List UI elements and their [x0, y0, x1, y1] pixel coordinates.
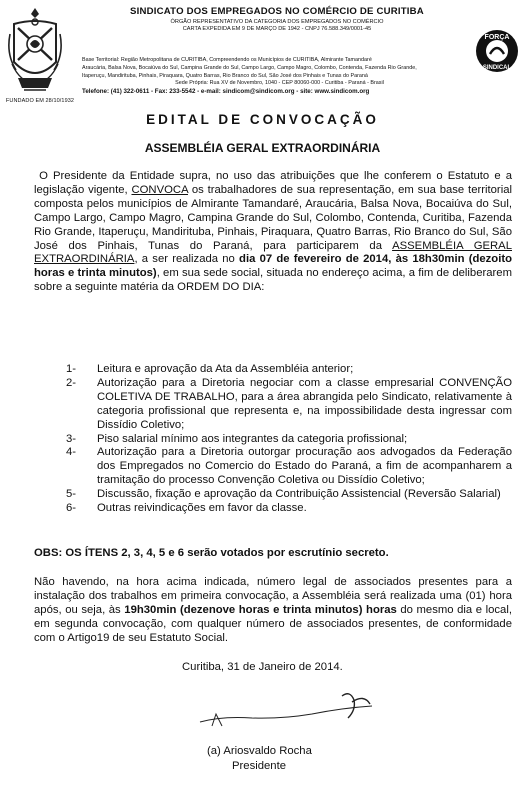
- agenda-item: [66, 363, 512, 377]
- agenda-item: [66, 377, 512, 433]
- document-title: EDITAL DE CONVOCAÇÃO: [146, 112, 379, 127]
- org-info: [82, 57, 477, 96]
- territory-line: Araucária, Balsa Nova, Bocaiúva do Sul, Campina Grande do Sul, Campo Largo, Campo Magro, Colombo, Contenda, Fazenda Rio Grande,: [82, 64, 417, 71]
- signer-role: Presidente: [232, 760, 287, 772]
- org-subtitle: [82, 19, 472, 33]
- second-call-time: 19h30min (dezenove horas e trinta minutos) horas: [124, 603, 397, 616]
- assembly-name: ASSEMBLÉIA GERAL EXTRAORDINÁRIA: [34, 239, 512, 266]
- agenda-item: [66, 502, 512, 516]
- handwritten-signature: [192, 688, 392, 730]
- org-subtitle-line: CARTA EXPEDIDA EM 9 DE MARÇO DE 1942 - CNPJ 76.588.349/0001-45: [182, 26, 372, 32]
- agenda-item-text: Piso salarial mínimo aos integrantes da categoria profissional;: [97, 432, 408, 445]
- date-line: Curitiba, 31 de Janeiro de 2014.: [182, 661, 343, 673]
- agenda-item-text: Discussão, fixação e aprovação da Contribuição Assistencial (Reversão Salarial): [97, 488, 501, 501]
- badge-top-text: FORÇA: [484, 34, 510, 41]
- signer-name: (a) Ariosvaldo Rocha: [207, 745, 312, 757]
- agenda-item: [66, 433, 512, 447]
- agenda-item-text: Leitura e aprovação da Ata da Assembléia anterior;: [97, 363, 354, 375]
- agenda-item-number: 2-: [66, 376, 77, 389]
- territory-line: Itaperuçu, Mandirituba, Pinhais, Piraquara, Quatro Barras, Rio Branco do Sul, São José dos Pinhais e Tunas do Paraná: [82, 72, 368, 79]
- founded-date: FUNDADO EM 28/10/1932: [5, 98, 75, 104]
- agenda-item-number: 4-: [66, 446, 77, 459]
- obs-note: OBS: OS ÍTENS 2, 3, 4, 5 e 6 serão votados por escrutínio secreto.: [34, 547, 389, 559]
- intro-text: os trabalhadores de sua representação, em sua base territorial composta pelos municípios de Almirante Tamandaré, Araucária, Balsa Nova, Bocaiúva do Sul, Campo Largo, Campo Magro, Campina Grande do Sul, Colombo, Contenda, Curitiba, Fazenda Rio Grande, Itaperuçu, Mandirituba, Pinhais, Piraquara, Quatro Barras, Rio Branco do Sul, São José dos Pinhais, Tunas do Paraná, para participarem da: [34, 183, 512, 252]
- union-crest-logo: [6, 4, 64, 100]
- badge-bottom-text: SINDICAL: [482, 65, 512, 71]
- intro-paragraph: [34, 170, 512, 295]
- agenda-item-text: Autorização para a Diretoria negociar com a classe empresarial CONVENÇÃO COLETIVA DE TRABALHO, para a área abrangida pelo Sindicato, relativamente à categoria profissional que representa e, na impossibilidade desta ingressar com Dissídio Coletivo;: [97, 376, 512, 431]
- org-name: SINDICATO DOS EMPREGADOS NO COMÉRCIO DE CURITIBA: [130, 6, 424, 17]
- territory-line: Base Territorial: Região Metropolitana de CURITIBA, Compreendendo os Municípios de CURITIBA, Almirante Tamandaré: [82, 57, 372, 63]
- agenda-item-number: 3-: [66, 432, 77, 445]
- intro-text: , em sua sede social, situada no endereço acima, a fim de deliberarem sobre a seguinte matéria da ORDEM DO DIA:: [34, 267, 512, 294]
- agenda-list: [66, 363, 512, 516]
- intro-text: O Presidente da Entidade supra, no uso das atribuições que lhe conferem o Estatuto e a legislação vigente,: [34, 170, 512, 196]
- agenda-item-number: 6-: [66, 502, 77, 515]
- agenda-item-number: 5-: [66, 488, 77, 501]
- agenda-item-text: Outras reivindicações em favor da classe.: [97, 502, 307, 515]
- meeting-date: dia 07 de fevereiro de 2014, às 18h30min (dezoito horas e trinta minutos): [34, 253, 512, 280]
- agenda-item-text: Autorização para a Diretoria outorgar procuração aos advogados da Federação dos Empregados no Comercio do Estado do Paraná, a fim de acompanharem a tramitação do processo Convenção Coletiva ou Dissídio Coletivo;: [97, 446, 512, 487]
- agenda-item: [66, 446, 512, 488]
- contact-line: Telefone: (41) 322-0611 - Fax: 233-5542 - e-mail: sindicom@sindicom.org - site: www.sindicom.org: [82, 88, 370, 96]
- convoca-word: CONVOCA: [131, 183, 188, 196]
- forca-sindical-badge: [474, 28, 520, 74]
- intro-text: , a ser realizada no: [134, 253, 240, 266]
- address-line: Sede Própria: Rua XV de Novembro, 1040 - CEP 80060-000 - Curitiba - Paraná - Brasil: [175, 80, 384, 87]
- org-subtitle-line: ÓRGÃO REPRESENTATIVO DA CATEGORIA DOS EMPREGADOS NO COMÉRCIO: [170, 19, 384, 25]
- agenda-item: [66, 488, 512, 502]
- agenda-item-number: 1-: [66, 363, 77, 375]
- closing-text: do mesmo dia e local, em segunda convocação, com qualquer número de associados presentes, de conformidade com o Artigo19 de seu Estatuto Social.: [34, 603, 512, 644]
- document-subtitle: ASSEMBLÉIA GERAL EXTRAORDINÁRIA: [144, 141, 381, 155]
- closing-paragraph: [34, 576, 512, 646]
- closing-text: Não havendo, na hora acima indicada, número legal de associados presentes para a instalação dos trabalhos em primeira convocação, a Assembléia será realizada uma (01) hora após, ou seja, às: [34, 576, 512, 616]
